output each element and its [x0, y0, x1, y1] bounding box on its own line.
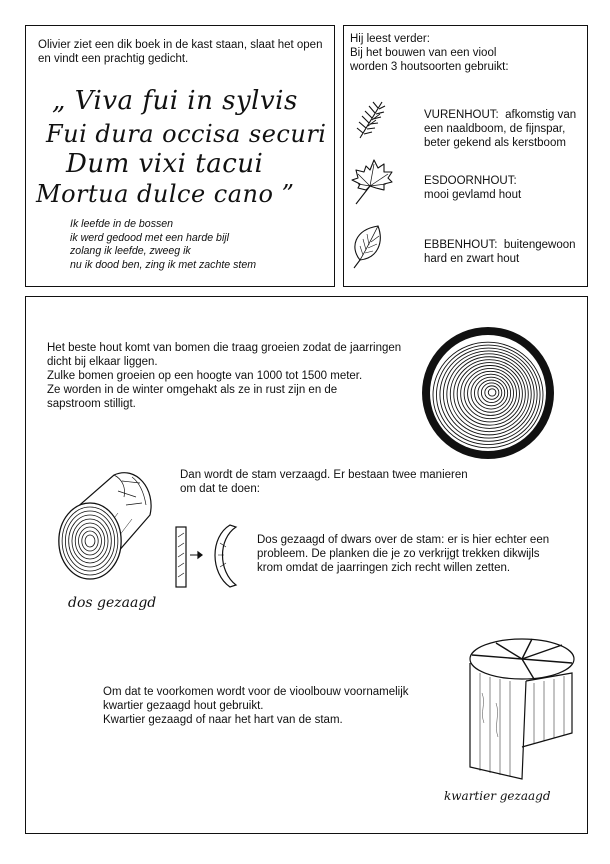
- wood-3-name: EBBENHOUT:: [424, 239, 498, 251]
- wood-1-line-2: een naaldboom, de fijnspar,: [424, 123, 566, 135]
- main-panel: [25, 296, 588, 834]
- para1-line-1: Het beste hout komt van bomen die traag groeien zodat de jaarringen: [47, 342, 402, 354]
- para3-line-2: probleem. De planken die je zo verkrijgt trekken dikwijls: [257, 548, 540, 560]
- plank-warping-diagram: [172, 523, 242, 593]
- para1-line-5: sapstroom stilligt.: [47, 398, 136, 410]
- wood-3-line-2: hard en zwart hout: [424, 253, 520, 265]
- tree-rings-illustration: [418, 323, 558, 463]
- wood-1-line-3: beter gekend als kerstboom: [424, 137, 566, 149]
- poem-intro-line-2: en vindt een prachtig gedicht.: [38, 53, 189, 65]
- dos-gezaagd-caption: dos gezaagd: [68, 595, 157, 611]
- woods-intro-line-1: Hij leest verder:: [350, 33, 430, 45]
- para4-line-1: Om dat te voorkomen wordt voor de vioolbouw voornamelijk: [103, 686, 409, 698]
- woods-intro-line-2: Bij het bouwen van een viool: [350, 47, 497, 59]
- latin-line-1: „ Viva fui in sylvis: [52, 86, 298, 116]
- wood-1-name: VURENHOUT:: [424, 109, 499, 121]
- para3-line-1: Dos gezaagd of dwars over de stam: er is hier echter een: [257, 534, 550, 546]
- translation-line-3: zolang ik leefde, zweeg ik: [70, 245, 191, 257]
- wood-2-line-2: mooi gevlamd hout: [424, 189, 522, 201]
- log-illustration: [52, 469, 162, 589]
- spruce-branch-icon: [354, 98, 390, 142]
- wood-3-line-1: [424, 238, 589, 252]
- wood-3-desc-first: buitengewoon: [503, 239, 576, 251]
- para2-line-2: om dat te doen:: [180, 483, 260, 495]
- latin-line-3: Dum vixi tacui: [66, 149, 264, 179]
- latin-line-4: Mortua dulce cano ”: [36, 180, 295, 208]
- translation-line-2: ik werd gedood met een harde bijl: [70, 231, 230, 244]
- log-end-ring: [59, 503, 121, 579]
- wood-1-desc-first: afkomstig van: [505, 109, 577, 121]
- para4-line-2: kwartier gezaagd hout gebruikt.: [103, 700, 264, 712]
- para1-line-3: Zulke bomen groeien op een hoogte van 1000 tot 1500 meter.: [47, 370, 363, 382]
- wood-1-line-1: [424, 108, 589, 122]
- ebony-leaf-icon: [348, 222, 388, 272]
- para1-line-2: dicht bij elkaar liggen.: [47, 356, 158, 368]
- translation-line-1: Ik leefde in de bossen: [70, 218, 174, 230]
- translation-line-4: nu ik dood ben, zing ik met zachte stem: [70, 258, 257, 271]
- poem-panel: [25, 25, 335, 287]
- quarter-sawn-log-illustration: [462, 633, 582, 783]
- woods-intro-line-3: worden 3 houtsoorten gebruikt:: [350, 61, 509, 73]
- para3-line-3: krom omdat de jaarringen zich recht willen zetten.: [257, 562, 511, 574]
- para1-line-4: Ze worden in de winter omgehakt als ze in rust zijn en de: [47, 384, 338, 396]
- kwartier-gezaagd-caption: kwartier gezaagd: [444, 789, 551, 803]
- para4-line-3: Kwartier gezaagd of naar het hart van de stam.: [103, 714, 343, 726]
- latin-line-2: Fui dura occisa securi: [46, 120, 327, 148]
- woods-panel: [343, 25, 588, 287]
- poem-intro-line-1: Olivier ziet een dik boek in de kast staan, slaat het open: [38, 39, 323, 51]
- wood-2-name: ESDOORNHOUT:: [424, 175, 517, 187]
- para2-line-1: Dan wordt de stam verzaagd. Er bestaan twee manieren: [180, 469, 468, 481]
- maple-leaf-icon: [348, 156, 394, 208]
